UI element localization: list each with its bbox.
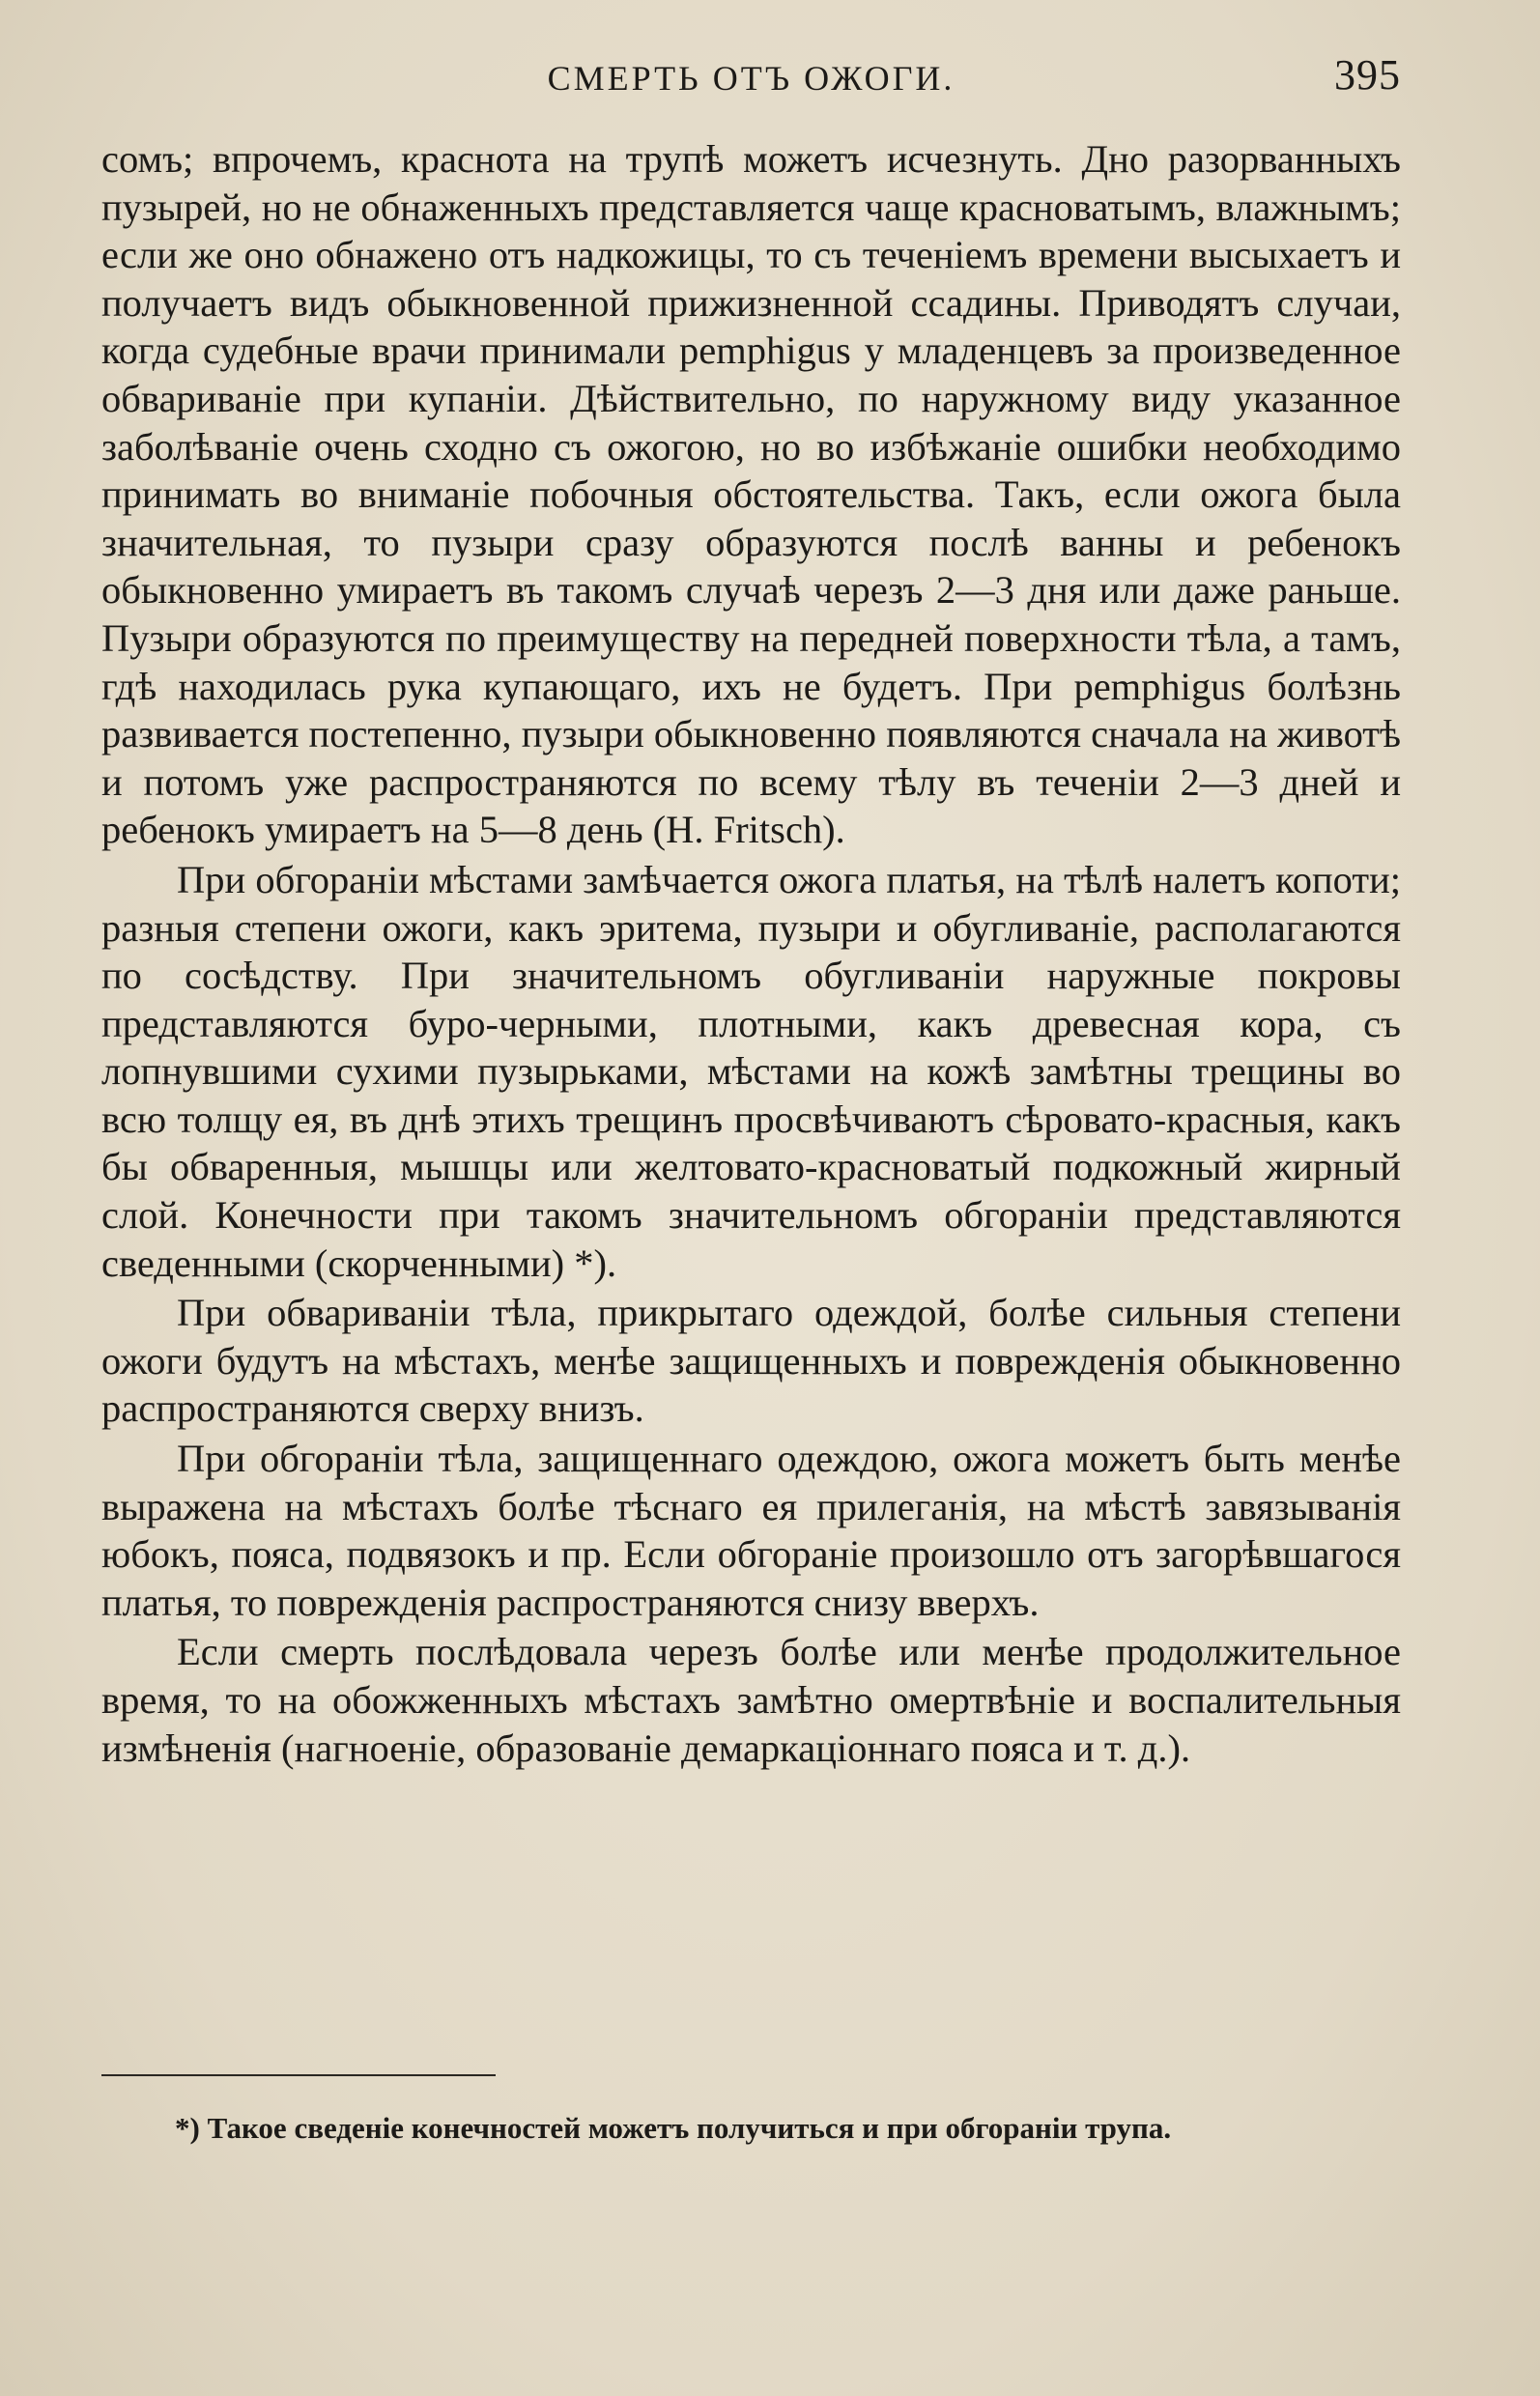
paragraph-continued: сомъ; впрочемъ, краснота на трупѣ можетъ исчезнуть. Дно разорванныхъ пузырей, но не обнаженныхъ представляется чаще красноватымъ, влажнымъ; если же оно обнажено отъ надкожицы, то съ теченіемъ времени высыхаетъ и получаетъ видъ обыкновенной прижизненной ссадины. Приводятъ случаи, когда судебные врачи принимали pemphigus у младенцевъ за произведенное обвариваніе при купаніи. Дѣйствительно, по наружному виду указанное заболѣваніе очень сходно съ ожогою, но во избѣжаніе ошибки необходимо принимать во вниманіе побочныя обстоятельства. Такъ, если ожога была значительная, то пузыри сразу образуются послѣ ванны и ребенокъ обыкновенно умираетъ въ такомъ случаѣ черезъ 2—3 дня или даже раньше. Пузыри образуются по преимуществу на передней поверхности тѣла, а тамъ, гдѣ находилась рука купающаго, ихъ не будетъ. При pemphigus болѣзнь развивается постепенно, пузыри обыкновенно появляются сначала на животѣ и потомъ уже распространяются по всему тѣлу въ теченіи 2—3 дней и ребенокъ умираетъ на 5—8 день (H. Fritsch). [101,137,1401,852]
paragraph: Если смерть послѣдовала черезъ болѣе или менѣе продолжительное время, то на обожженныхъ мѣстахъ замѣтно омертвѣніе и воспалительныя измѣненія (нагноеніе, образованіе демаркаціоннаго пояса и т. д.). [101,1630,1401,1770]
body-text [101,135,1401,1772]
paragraph: При обгораніи тѣла, защищеннаго одеждою, ожога можетъ быть менѣе выражена на мѣстахъ болѣе тѣснаго ея прилеганія, на мѣстѣ завязыванія юбокъ, пояса, подвязокъ и пр. Если обгораніе произошло отъ загорѣвшагося платья, то поврежденія распространяются снизу вверхъ. [101,1437,1401,1624]
page-number: 395 [1334,51,1401,99]
running-head [101,50,1401,108]
running-title: СМЕРТЬ ОТЪ ОЖОГИ. [547,59,955,98]
footnote [101,2109,1401,2148]
paragraph: При обгораніи мѣстами замѣчается ожога платья, на тѣлѣ налетъ копоти; разныя степени ожоги, какъ эритема, пузыри и обугливаніе, располагаются по сосѣдству. При значительномъ обугливаніи наружные покровы представляются буро-черными, плотными, какъ древесная кора, съ лопнувшими сухими пузырьками, мѣстами на кожѣ замѣтны трещины во всю толщу ея, въ днѣ этихъ трещинъ просвѣчиваютъ сѣровато-красныя, какъ бы обваренныя, мышцы или желтовато-красноватый подкожный жирный слой. Конечности при такомъ значительномъ обгораніи представляются сведенными (скорченными) *). [101,857,1401,1285]
footnote-rule [101,2074,496,2076]
paragraph: При обвариваніи тѣла, прикрытаго одеждой, болѣе сильныя степени ожоги будутъ на мѣстахъ, менѣе защищенныхъ и поврежденія обыкновенно распространяются сверху внизъ. [101,1291,1401,1431]
footnote-text: *) Такое сведеніе конечностей можетъ получиться и при обгораніи трупа. [175,2111,1172,2145]
